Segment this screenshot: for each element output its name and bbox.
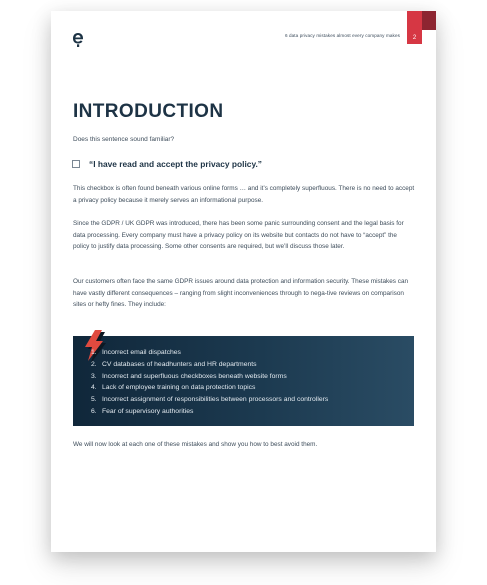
list-number: 1. xyxy=(91,349,97,356)
list-text: Lack of employee training on data protection topics xyxy=(102,384,256,392)
page-number-tab xyxy=(407,11,422,44)
document-page xyxy=(51,11,436,552)
list-item xyxy=(91,382,328,394)
document-title: 6 data privacy mistakes almost every company makes xyxy=(284,33,400,38)
list-item xyxy=(91,347,328,359)
list-text: Incorrect assignment of responsibilities between processors and controllers xyxy=(102,396,329,404)
closing-paragraph: We will now look at each one of these mistakes and show you how to best avoid them. xyxy=(73,441,318,448)
list-number: 5. xyxy=(91,396,97,404)
list-item xyxy=(91,371,328,383)
list-text: CV databases of headhunters and HR departments xyxy=(102,360,257,368)
list-number: 3. xyxy=(91,372,97,380)
list-text: Incorrect and superfluous checkboxes beneath website forms xyxy=(102,372,287,380)
checkbox-quote: “I have read and accept the privacy policy.” xyxy=(89,159,262,169)
list-text: Incorrect email dispatches xyxy=(102,349,181,356)
page-number: 2 xyxy=(412,35,417,41)
list-number: 4. xyxy=(91,384,97,392)
list-number: 6. xyxy=(91,407,97,415)
privacy-checkbox[interactable] xyxy=(72,160,80,168)
list-item xyxy=(91,406,328,418)
paragraph-1: This checkbox is often found beneath various online forms … and it’s completely superfluous. There is no need to accept a privacy policy because it merely serves an informational purpose. xyxy=(73,185,415,204)
list-text: Fear of supervisory authorities xyxy=(102,407,194,415)
list-item xyxy=(91,394,328,406)
page-tab-shadow xyxy=(420,11,436,30)
list-item xyxy=(91,359,328,371)
list-number: 2. xyxy=(91,360,97,368)
paragraph-2: Since the GDPR / UK GDPR was introduced, there has been some panic surrounding consent and the legal basis for data processing. Every company must have a privacy policy on its website but contacts do not have to “accept” the policy to justify data processing. Some other consents are required, but we’ll discuss those later. xyxy=(73,220,404,250)
paragraph-3: Our customers often face the same GDPR issues around data protection and information security. These mistakes can have vastly different consequences – ranging from slight inconveniences through to nega-tive reviews on comparison sites or hefty fines. They include: xyxy=(73,278,409,308)
intro-question: Does this sentence sound familiar? xyxy=(73,136,175,143)
page-title: INTRODUCTION xyxy=(73,101,224,122)
mistakes-list xyxy=(91,347,328,418)
e-logo-icon xyxy=(72,31,84,47)
